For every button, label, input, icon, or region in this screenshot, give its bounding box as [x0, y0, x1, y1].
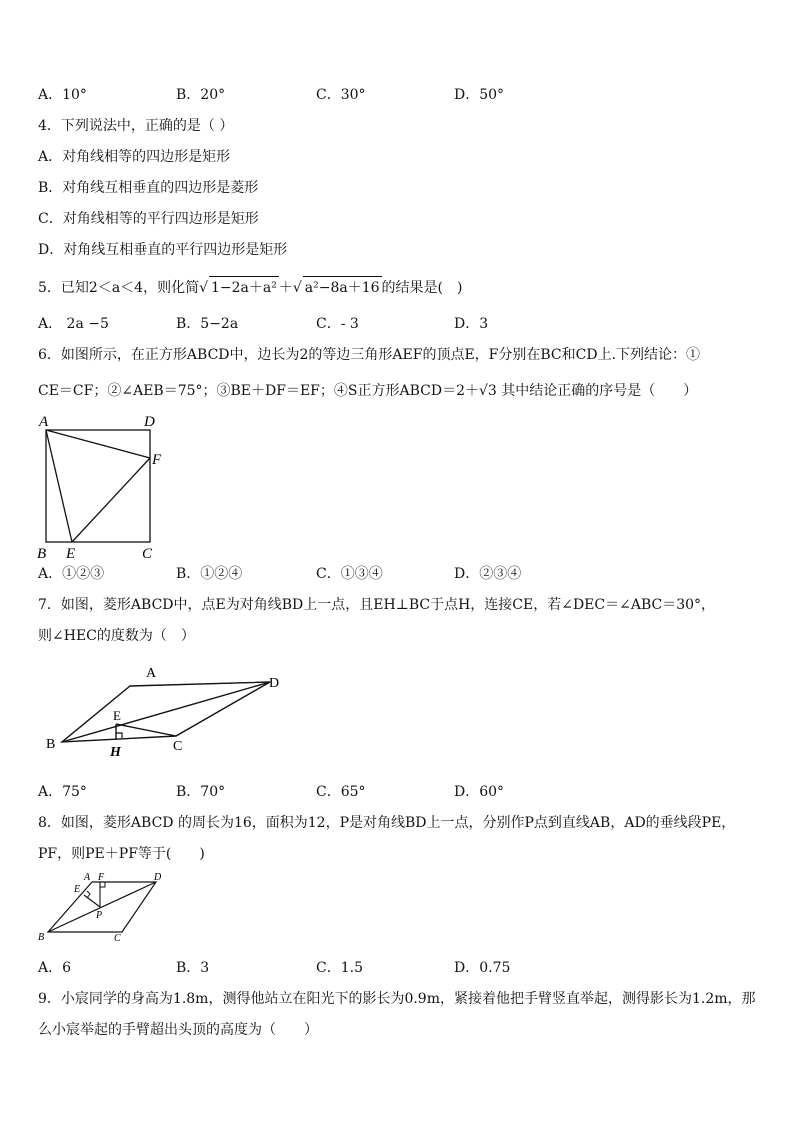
label-p: P — [96, 910, 103, 921]
label-e: E — [66, 546, 76, 562]
label-f: F — [98, 872, 105, 883]
label-f: F — [152, 452, 162, 468]
q5-radicand-1: 1−2a＋a² — [209, 276, 279, 297]
q5-radicand-2: a²−8a＋16 — [303, 276, 382, 297]
label-b: B — [38, 932, 45, 943]
radical-sign: √ — [292, 280, 302, 296]
q9-stem-line-2: 么小宸举起的手臂超出头顶的高度为（ ） — [38, 1022, 318, 1038]
square-abcd — [46, 430, 150, 542]
q4-option-a: A．对角线相等的四边形是矩形 — [38, 149, 231, 165]
q5-option-a: A． 2a −5 — [38, 316, 109, 332]
label-d: D — [269, 676, 280, 691]
q5-stem — [38, 276, 462, 297]
q3-option-a: A．10° — [38, 87, 87, 103]
segment-pe — [84, 895, 100, 907]
q6-option-c: C．①③④ — [316, 566, 383, 582]
label-c: C — [173, 739, 183, 754]
segment-ae — [46, 430, 72, 542]
q7-rhombus-figure — [40, 660, 290, 760]
label-a: A — [84, 872, 91, 883]
segment-ec — [116, 724, 176, 736]
diagonal-bd — [48, 882, 156, 932]
label-c: C — [142, 546, 153, 562]
q8-option-d: D．0.75 — [454, 960, 511, 976]
q5-plus: ＋ — [278, 280, 293, 296]
label-e: E — [113, 708, 121, 723]
q8-option-a: A．6 — [38, 960, 72, 976]
label-h: H — [110, 745, 121, 760]
q4-option-d: D．对角线互相垂直的平行四边形是矩形 — [38, 242, 288, 258]
q5-option-c: C．- 3 — [316, 316, 359, 332]
q7-option-d: D．60° — [454, 784, 505, 800]
label-d: D — [144, 414, 155, 430]
label-e: E — [74, 884, 81, 895]
q6-square-figure — [30, 410, 180, 562]
segment-ef — [72, 458, 150, 542]
label-b: B — [37, 546, 47, 562]
label-a: A — [39, 414, 49, 430]
q7-option-a: A．75° — [38, 784, 87, 800]
q3-option-b: B．20° — [176, 87, 226, 103]
q5-option-b: B．5−2a — [176, 316, 239, 332]
q6-option-a: A．①②③ — [38, 566, 105, 582]
q3-option-d: D．50° — [454, 87, 505, 103]
label-d: D — [154, 872, 162, 883]
q6-option-b: B．①②④ — [176, 566, 243, 582]
radical-sign: √ — [199, 280, 208, 296]
q4-option-b: B．对角线互相垂直的四边形是菱形 — [38, 180, 259, 196]
label-b: B — [46, 737, 56, 752]
q8-option-c: C．1.5 — [316, 960, 363, 976]
q5-option-d: D．3 — [454, 316, 489, 332]
q8-option-b: B．3 — [176, 960, 210, 976]
q5-prefix: 5．已知2＜a＜4，则化简 — [38, 280, 200, 296]
label-a: A — [146, 666, 157, 681]
q8-rhombus-figure — [34, 870, 174, 946]
q6-stem-line-2: CE＝CF；②∠AEB＝75°；③BE＋DF＝EF；④S正方形ABCD＝2＋√3 其中结论正确的序号是（ ） — [38, 383, 698, 399]
right-angle-mark — [116, 733, 122, 738]
q5-suffix: 的结果是( ) — [381, 280, 463, 296]
right-angle-mark-e — [87, 891, 90, 898]
q7-option-c: C．65° — [316, 784, 366, 800]
q4-stem: 4．下列说法中，正确的是（ ） — [38, 118, 234, 134]
q7-stem-line-1: 7．如图，菱形ABCD中，点E为对角线BD上一点，且EH⊥BC于点H，连接CE，若∠DEC＝∠ABC＝30°， — [38, 597, 716, 613]
q4-option-c: C．对角线相等的平行四边形是矩形 — [38, 211, 259, 227]
q8-stem-line-2: PF，则PE＋PF等于( ) — [38, 846, 205, 862]
q6-option-d: D．②③④ — [454, 566, 522, 582]
q8-stem-line-1: 8．如图，菱形ABCD 的周长为16，面积为12，P是对角线BD上一点，分别作P点到直线AB，AD的垂线段PE， — [38, 815, 736, 831]
label-c: C — [114, 933, 121, 944]
segment-af — [46, 430, 150, 458]
q9-stem-line-1: 9．小宸同学的身高为1.8m，测得他站立在阳光下的影长为0.9m，紧接着他把手臂竖直举起，测得影长为1.2m，那 — [38, 991, 756, 1007]
q3-option-c: C．30° — [316, 87, 366, 103]
q7-stem-line-2: 则∠HEC的度数为（ ） — [38, 628, 195, 644]
diagonal-bd — [62, 682, 270, 742]
q6-stem-line-1: 6．如图所示，在正方形ABCD中，边长为2的等边三角形AEF的顶点E，F分别在BC和CD上.下列结论：① — [38, 347, 701, 363]
q7-option-b: B．70° — [176, 784, 226, 800]
